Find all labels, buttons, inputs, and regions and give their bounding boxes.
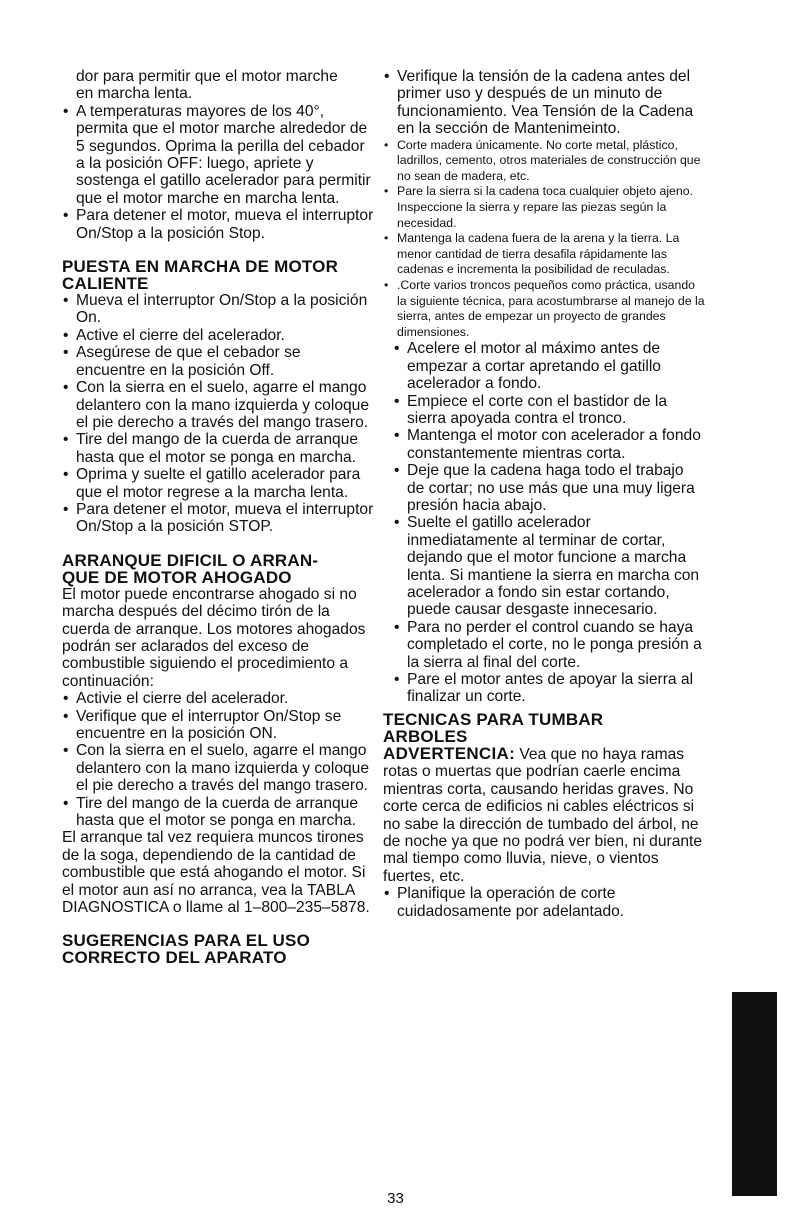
flooded-closing: El arranque tal vez requiera muncos tirones de la soga, dependiendo de la cantidad de combustible que está ahogando el motor. Si el motor aun así no arranca, vea la TABLA DIAGNOSTICA o llame al 1–800–235–5878. <box>62 829 370 917</box>
warning-text: Vea que no haya ramas rotas o muertas que podrían caerle encima mientras corta, causando heridas graves. No corte cerca de edificios ni cables eléctricos si no sabe la dirección de tumbado del árbol, ne de noche ya que no podrá ver bien, ni durante mal tiempo como lluvia, nieve, o vientos fuertes, etc. <box>383 745 703 885</box>
heading-line: CALIENTE <box>62 274 149 294</box>
list-item: • .Corte varios troncos pequeños como práctica, usando la siguiente técnica, para acostumbrarse al manejo de la sierra, antes de empezar un proyecto de grandes dimensiones. <box>383 278 705 340</box>
list-item: • Empiece el corte con el bastidor de la sierra apoyada contra el tronco. <box>393 393 705 428</box>
heading-line: ARBOLES <box>383 726 468 746</box>
list-item: • Mueva el interruptor On/Stop a la posición On. <box>62 292 374 327</box>
list-item: • Con la sierra en el suelo, agarre el mango delantero con la mano izquierda y coloque el pie derecho a través del mango trasero. <box>62 742 374 794</box>
list-item: • Para detener el motor, mueva el interruptor On/Stop a la posición Stop. <box>62 207 374 242</box>
list-item: • Acelere el motor al máximo antes de empezar a cortar apretando el gatillo acelerador a fondo. <box>393 340 705 392</box>
intro-continuation <box>62 68 374 103</box>
list-item: • Corte madera únicamente. No corte metal, plástico, ladrillos, cemento, otros materiales de construcción que no sean de madera, etc. <box>383 138 705 185</box>
list-item: • Asegúrese de que el cebador se encuentre en la posición Off. <box>62 344 374 379</box>
heading-line: ARRANQUE DIFICIL O ARRAN- <box>62 550 319 570</box>
list-item: • Suelte el gatillo acelerador inmediatamente al terminar de cortar, dejando que el motor funcione a marcha lenta. Si mantiene la sierra en marcha con acelerador a fondo sin estar cortando, puede causar desgaste innecesario. <box>393 514 705 618</box>
page-number: 33 <box>387 1190 404 1207</box>
list-item: • Oprima y suelte el gatillo acelerador para que el motor regrese a la marcha lenta. <box>62 466 374 501</box>
list-item: • Pare la sierra si la cadena toca cualquier objeto ajeno. Inspeccione la sierra y repare las piezas según la necesidad. <box>383 184 705 231</box>
list-item: • Tire del mango de la cuerda de arranque hasta que el motor se ponga en marcha. <box>62 431 374 466</box>
list-item: • Active el cierre del acelerador. <box>62 327 374 344</box>
heading-line: SUGERENCIAS PARA EL USO <box>62 931 310 951</box>
cutting-technique-list <box>393 340 705 706</box>
list-item: • Deje que la cadena haga todo el trabajo de cortar; no use más que una muy ligera presión hacia abajo. <box>393 462 705 514</box>
flooded-steps <box>62 690 374 829</box>
list-item: • Verifique que el interruptor On/Stop se encuentre en la posición ON. <box>62 708 374 743</box>
flooded-paragraph: El motor puede encontrarse ahogado si no marcha después del décimo tirón de la cuerda de arranque. Los motores ahogados podrán ser aclarados del exceso de combustible siguiendo el procedimiento a continuación: <box>62 585 366 690</box>
heading-line: PUESTA EN MARCHA DE MOTOR <box>62 257 339 277</box>
intro-line-2: en marcha lenta. <box>76 85 193 103</box>
list-item: • Para detener el motor, mueva el interruptor On/Stop a la posición STOP. <box>62 501 374 536</box>
list-item: • Activie el cierre del acelerador. <box>62 690 374 707</box>
intro-bullet-list <box>62 103 374 242</box>
list-item: • Verifique la tensión de la cadena antes del primer uso y después de un minuto de funcionamiento. Vea Tensión de la Cadena en la sección de Mantenimeinto. <box>383 68 705 138</box>
list-item: • Mantenga la cadena fuera de la arena y la tierra. La menor cantidad de tierra desafila rápidamente las cadenas e incrementa la posibilidad de reculadas. <box>383 231 705 278</box>
list-item: • Planifique la operación de corte cuidadosamente por adelantado. <box>383 885 705 920</box>
flooded-heading <box>62 552 374 586</box>
safety-small-list <box>383 138 705 341</box>
list-item: • A temperaturas mayores de los 40°, permita que el motor marche alrededor de 5 segundos. Oprima la perilla del cebador a la posición OFF: luego, apriete y sostenga el gatillo acelerador para permitir que el motor marche en marcha lenta. <box>62 103 374 207</box>
felling-steps <box>383 885 705 920</box>
left-column <box>62 68 374 966</box>
felling-heading <box>383 711 705 745</box>
heading-line: CORRECTO DEL APARATO <box>62 948 287 968</box>
tips-heading <box>62 932 374 966</box>
list-item: • Con la sierra en el suelo, agarre el mango delantero con la mano izquierda y coloque el pie derecho a través del mango trasero. <box>62 379 374 431</box>
intro-line-1: dor para permitir que el motor marche <box>76 68 338 85</box>
section-tab-marker <box>732 992 777 1196</box>
warning-label: ADVERTENCIA: <box>383 743 516 763</box>
list-item: • Mantenga el motor con acelerador a fondo constantemente mientras corta. <box>393 427 705 462</box>
hot-start-steps <box>62 292 374 536</box>
list-item: • Para no perder el control cuando se haya completado el corte, no le ponga presión a la sierra al final del corte. <box>393 619 705 671</box>
right-column <box>383 68 705 920</box>
list-item: • Tire del mango de la cuerda de arranque hasta que el motor se ponga en marcha. <box>62 795 374 830</box>
felling-warning <box>383 745 705 885</box>
hot-start-heading <box>62 258 374 292</box>
chain-tension-list <box>383 68 705 138</box>
heading-line: QUE DE MOTOR AHOGADO <box>62 567 292 587</box>
heading-line: TECNICAS PARA TUMBAR <box>383 709 604 729</box>
list-item: • Pare el motor antes de apoyar la sierra al finalizar un corte. <box>393 671 705 706</box>
